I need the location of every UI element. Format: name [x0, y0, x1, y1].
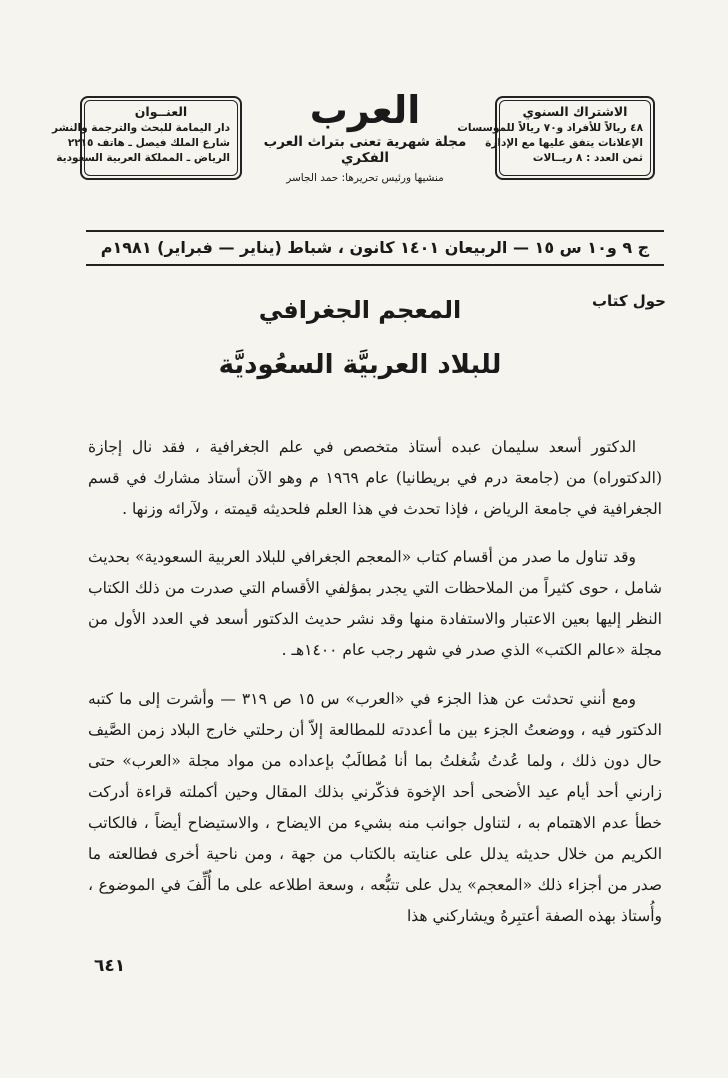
article-title-line-2: للبلاد العربيَّة السعُوديَّة — [218, 350, 502, 380]
magazine-subtitle: مجلة شهرية تعنى بتراث العرب الفكري — [263, 134, 467, 166]
article-title-line-1: المعجم الجغرافي — [258, 296, 462, 324]
masthead — [250, 88, 480, 184]
subscription-box-title: الاشتراك السنوي — [522, 104, 628, 119]
page-number: ٦٤١ — [94, 956, 126, 976]
section-label: حول كتاب — [591, 292, 666, 310]
issue-rule-top — [86, 230, 664, 232]
issue-line: ج ٩ و١٠ س ١٥ — الربيعان ١٤٠١ كانون ، شباط (يناير — فبراير) ١٩٨١م — [100, 238, 650, 257]
body-paragraph: وقد تناول ما صدر من أقسام كتاب «المعجم الجغرافي للبلاد العربية السعودية» بحديث شامل ، حوى كثيراً من الملاحظات التي يجدر بمؤلفي الأقسام التي صدرت من ذلك الكتاب النظر إليها بعين الاعتبار والاستفادة منها وقد نشر حديث الدكتور أسعد في العدد الأول من مجلة «عالم الكتب» الذي صدر في شهر رجب عام ١٤٠٠هـ . — [88, 547, 662, 659]
subscription-line: ٤٨ ريالاً للأفراد و٧٠ ريالاً للمؤسسات — [457, 122, 643, 134]
address-box — [52, 96, 242, 180]
subscription-box — [457, 96, 655, 180]
subscription-line: الإعلانات يتفق عليها مع الإدارة — [485, 137, 643, 149]
subscription-line: ثمن العدد : ٨ ريــالات — [532, 152, 643, 164]
body-paragraph: الدكتور أسعد سليمان عبده أستاذ متخصص في علم الجغرافية ، فقد نال إجازة (الدكتوراه) من (جامعة درم في بريطانيا) عام ١٩٦٩ م وهو الآن أستاذ مشارك في قسم الجغرافية في جامعة الرياض ، فإذا تحدث في هذا العلم فلحديثه قيمته ، ولآرائه وزنها . — [88, 437, 662, 518]
address-line: دار اليمامة للبحث والترجمة والنشر — [52, 122, 230, 134]
address-line: الرياض ـ المملكة العربية السعودية — [56, 152, 230, 164]
address-line: شارع الملك فيصل ـ هاتف ٢٢١٥ — [67, 137, 230, 149]
issue-rule-bottom — [86, 264, 664, 266]
magazine-title: العرب — [309, 88, 421, 132]
body-paragraph: ومع أنني تحدثت عن هذا الجزء في «العرب» س ١٥ ص ٣١٩ — وأشرت إلى ما كتبه الدكتور فيه ، ووضعتُ الجزء بين ما أعددته للمطالعة إلاّ أن رحلتي خارج البلاد زمن الصَّيف حال دون ذلك ، ولما عُدتُ شُغلتُ بما أنا مُطالَبٌ بإعداده من مواد مجلة «العرب» حتى زارني أحد أيام عيد الأضحى أحد الإخوة فذكّرني بذلك المقال وحين أكملته قراءة أدركت خطأ عدم الاهتمام به ، لتناول جوانب منه بشيء من الايضاح ، والاستيضاح أيضاً ، فالكاتب الكريم من خلال حديثه يدلل على عنايته بالكتاب من جهة ، ومن ناحية أخرى فطالعته ما صدر من أجزاء ذلك «المعجم» يدل على تتبُّعه ، وسعة اطلاعه على ما أُلِّفَ في الموضوع ، وأُستاذ بهذه الصفة أعتبِرهُ ويشاركني هذا — [88, 689, 662, 925]
address-box-title: العنــوان — [134, 104, 188, 119]
magazine-founder: منشيها ورئيس تحريرها: حمد الجاسر — [286, 172, 444, 184]
